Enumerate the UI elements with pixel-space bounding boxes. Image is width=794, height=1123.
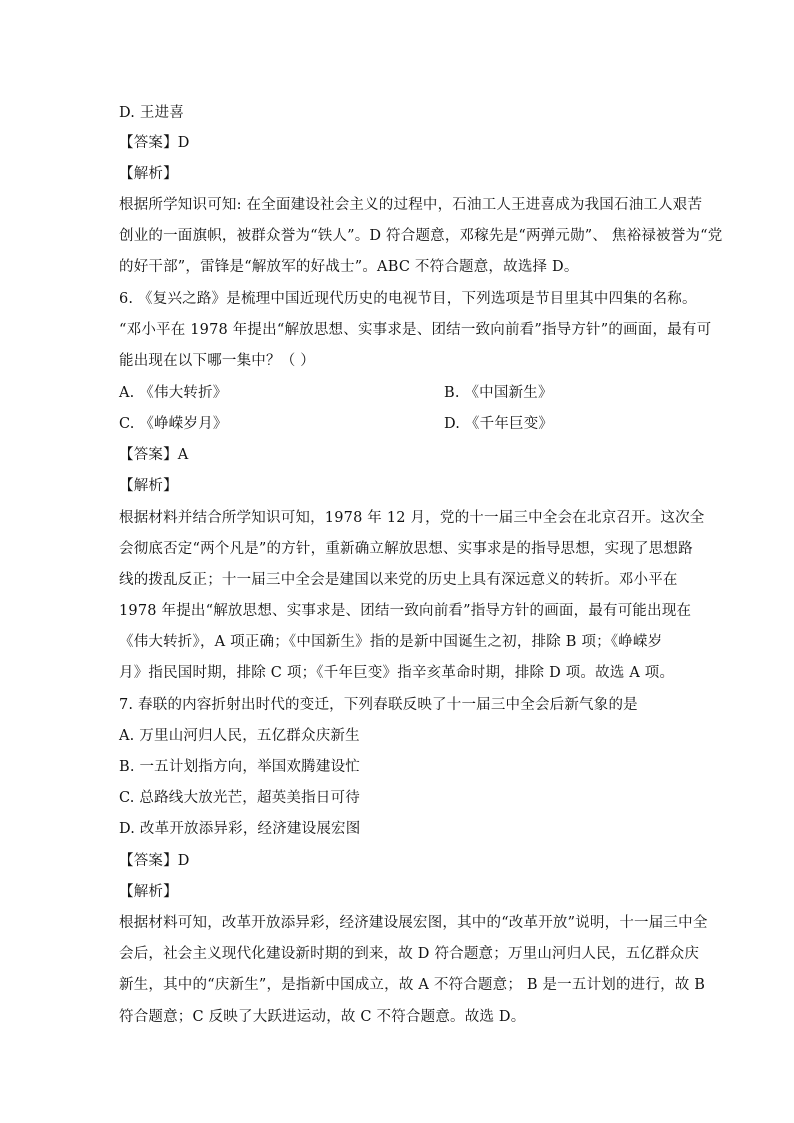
q5-option-d: D. 王进喜: [119, 105, 185, 121]
q5-analysis-label: 【解析】: [119, 166, 178, 182]
q6-analysis-label: 【解析】: [119, 478, 178, 494]
q6-analysis-line: 线的拨乱反正；十一届三中全会是建国以来党的历史上具有深远意义的转折。邓小平在: [119, 572, 678, 588]
q6-analysis-line: 月》指民国时期，排除 C 项；《千年巨变》指辛亥革命时期，排除 D 项。故选 A 项。: [119, 665, 675, 681]
q6-stem-line: 能出现在以下哪一集中？（ ）: [119, 353, 315, 369]
q6-option-a: A. 《伟大转折》: [119, 385, 228, 401]
q7-stem: 7. 春联的内容折射出时代的变迁，下列春联反映了十一届三中全会后新气象的是: [119, 697, 638, 713]
q6-analysis-line: 《伟大转折》，A 项正确；《中国新生》指的是新中国诞生之初，排除 B 项；《峥嵘岁: [119, 634, 663, 650]
q7-option-b: B. 一五计划指方向，举国欢腾建设忙: [119, 759, 360, 775]
q5-analysis-line: 根据所学知识可知: 在全面建设社会主义的过程中，石油工人王进喜成为我国石油工人艰苦: [119, 197, 703, 213]
q6-stem-line: “邓小平在 1978 年提出“解放思想、实事求是、团结一致向前看”指导方针”的画面，最有可: [119, 322, 712, 338]
q6-analysis-line: 会彻底否定“两个凡是”的方针，重新确立解放思想、实事求是的指导思想，实现了思想路: [119, 541, 693, 557]
q7-analysis-label: 【解析】: [119, 884, 178, 900]
q7-option-c: C. 总路线大放光芒，超英美指日可待: [119, 790, 360, 806]
q7-analysis-line: 新生，其中的“庆新生”，是指新中国成立，故 A 不符合题意； B 是一五计划的进行，故 B: [119, 977, 706, 993]
q7-analysis-line: 根据材料可知，改革开放添异彩，经济建设展宏图，其中的“改革开放”说明，十一届三中全: [119, 915, 708, 931]
q6-option-d: D. 《千年巨变》: [444, 416, 554, 432]
q5-analysis-line: 创业的一面旗帜，被群众誉为“铁人”。D 符合题意，邓稼先是“两弹元勋”、 焦裕禄被誉为“党: [119, 228, 723, 244]
q7-analysis-line: 会后，社会主义现代化建设新时期的到来，故 D 符合题意；万里山河归人民，五亿群众庆: [119, 946, 700, 962]
q7-option-d: D. 改革开放添异彩，经济建设展宏图: [119, 821, 361, 837]
q5-analysis-line: 的好干部”，雷锋是“解放军的好战士”。ABC 不符合题意，故选择 D。: [119, 259, 579, 275]
q7-analysis-line: 符合题意；C 反映了大跃进运动，故 C 不符合题意。故选 D。: [119, 1009, 526, 1025]
q6-option-c: C. 《峥嵘岁月》: [119, 416, 228, 432]
q6-analysis-line: 根据材料并结合所学知识可知，1978 年 12 月，党的十一届三中全会在北京召开。这次全: [119, 510, 705, 526]
q5-answer: 【答案】D: [119, 135, 190, 151]
q6-stem-line: 6. 《复兴之路》是梳理中国近现代历史的电视节目，下列选项是节目里其中四集的名称。: [119, 291, 697, 307]
q6-answer: 【答案】A: [119, 447, 189, 463]
q7-option-a: A. 万里山河归人民，五亿群众庆新生: [119, 728, 360, 744]
q6-option-b: B. 《中国新生》: [444, 385, 553, 401]
q6-analysis-line: 1978 年提出“解放思想、实事求是、团结一致向前看”指导方针的画面，最有可能出现在: [119, 603, 692, 619]
q7-answer: 【答案】D: [119, 853, 190, 869]
